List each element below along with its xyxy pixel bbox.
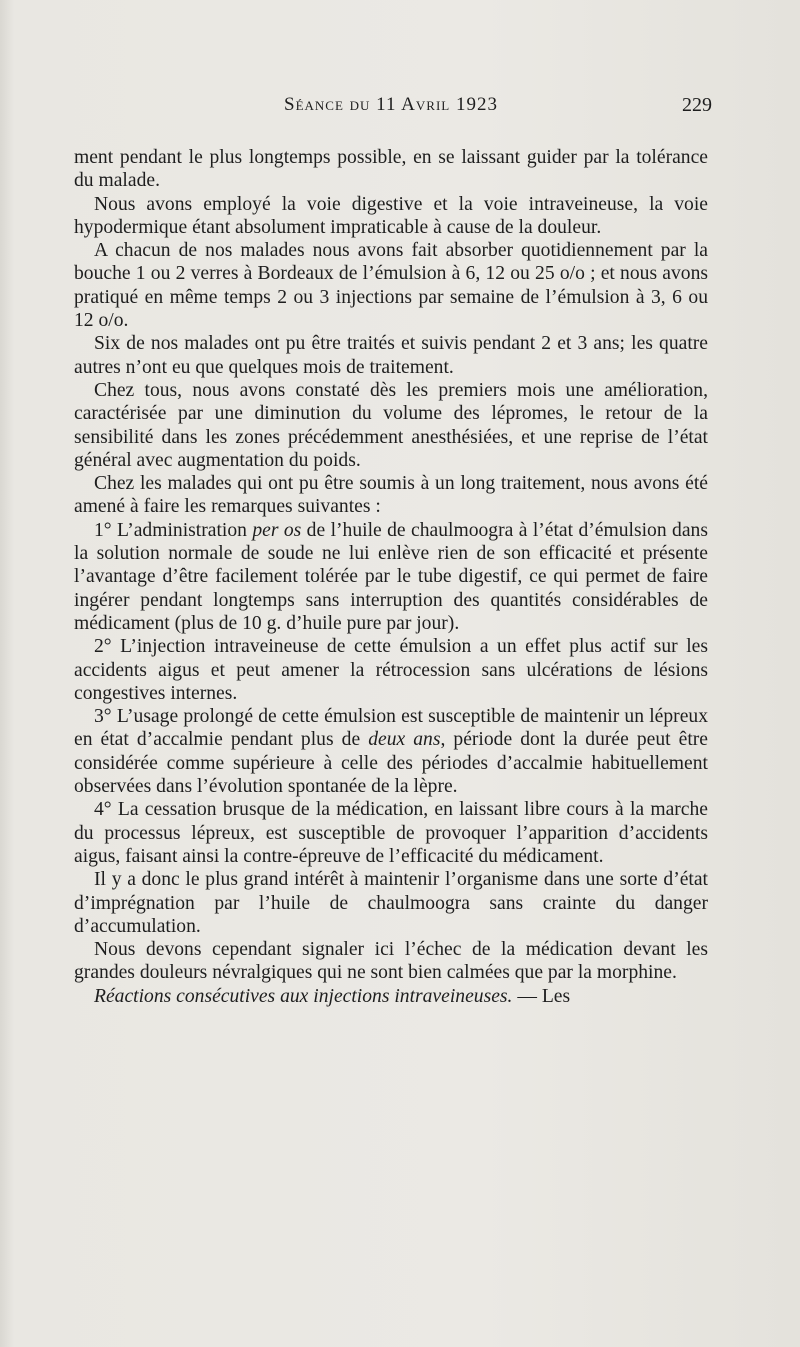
running-head: Séance du 11 Avril 1923 xyxy=(284,94,498,115)
remark-3-italic: deux ans xyxy=(368,729,441,751)
reactions-italic: Réactions consécutives aux injections intraveineuses. xyxy=(94,985,513,1007)
paragraph-remark-4: 4° La cessation brusque de la médication, en laissant libre cours à la marche du processus lépreux, est susceptible de provoquer l’apparition d’accidents aigus, faisant ainsi la contre-épreuve de l’efficacité du médicament. xyxy=(74,799,708,867)
body-text xyxy=(74,146,708,1008)
paragraph-duration: Six de nos malades ont pu être traités et suivis pendant 2 et 3 ans; les quatre autres n’ont eu que quelques mois de traitement. xyxy=(74,333,708,378)
paragraph-remark-1 xyxy=(74,519,708,635)
remark-1-start: 1° L’administration xyxy=(94,519,253,541)
paragraph-remark-3 xyxy=(74,705,708,798)
paragraph-remark-2: 2° L’injection intraveineuse de cette émulsion a un effet plus actif sur les accidents aigus et peut amener la rétrocession sans ulcérations de lésions congestives internes. xyxy=(74,636,708,704)
page-header xyxy=(72,94,710,124)
paragraph-impregnation: Il y a donc le plus grand intérêt à maintenir l’organisme dans une sorte d’état d’imprégnation par l’huile de chaulmoogra sans crainte du danger d’accumulation. xyxy=(74,869,708,937)
reactions-end: — Les xyxy=(512,985,571,1007)
paragraph-routes: Nous avons employé la voie digestive et la voie intraveineuse, la voie hypodermique étant absolument impraticable à cause de la douleur. xyxy=(74,193,708,238)
remark-1-end: de l’huile de chaulmoogra à l’état d’émulsion dans la solution normale de soude ne lui enlève rien de son efficacité et présente l’avantage d’être facilement tolérée par le tube digestif, ce qui permet de faire ingérer pendant longtemps sans interruption des quantités considérables de médicament (plus de 10 g. d’huile pure par jour). xyxy=(74,519,708,634)
paragraph-remarks-intro: Chez les malades qui ont pu être soumis à un long traitement, nous avons été amené à faire les remarques suivantes : xyxy=(74,473,708,518)
paragraph-continuation: ment pendant le plus longtemps possible, en se laissant guider par la tolérance du malade. xyxy=(74,147,708,192)
paragraph-dosage: A chacun de nos malades nous avons fait absorber quotidiennement par la bouche 1 ou 2 verres à Bordeaux de l’émulsion à 6, 12 ou 25 o/o ; et nous avons pratiqué en même temps 2 ou 3 injections par semaine de l’émulsion à 3, 6 ou 12 o/o. xyxy=(74,240,708,332)
remark-3-start: 3° L’usage prolongé de cette émulsion est susceptible de maintenir un lépreux en état d’accalmie pendant plus de xyxy=(74,706,708,751)
remark-3-end: , période dont la durée peut être considérée comme supérieure à celle des périodes d’accalmie habituellement observées dans l’évolution spontanée de la lèpre. xyxy=(74,729,709,798)
paragraph-failure: Nous devons cependant signaler ici l’échec de la médication devant les grandes douleurs névralgiques qui ne sont bien calmées que par la morphine. xyxy=(74,939,708,984)
paragraph-reactions-heading xyxy=(74,985,708,1008)
remark-1-italic: per os xyxy=(252,519,302,541)
page-number: 229 xyxy=(682,94,712,116)
paragraph-improvement: Chez tous, nous avons constaté dès les premiers mois une amélioration, caractérisée par une diminution du volume des lépromes, le retour de la sensibilité dans les zones précédemment anesthésiées, et une reprise de l’état général avec augmentation du poids. xyxy=(74,379,708,471)
